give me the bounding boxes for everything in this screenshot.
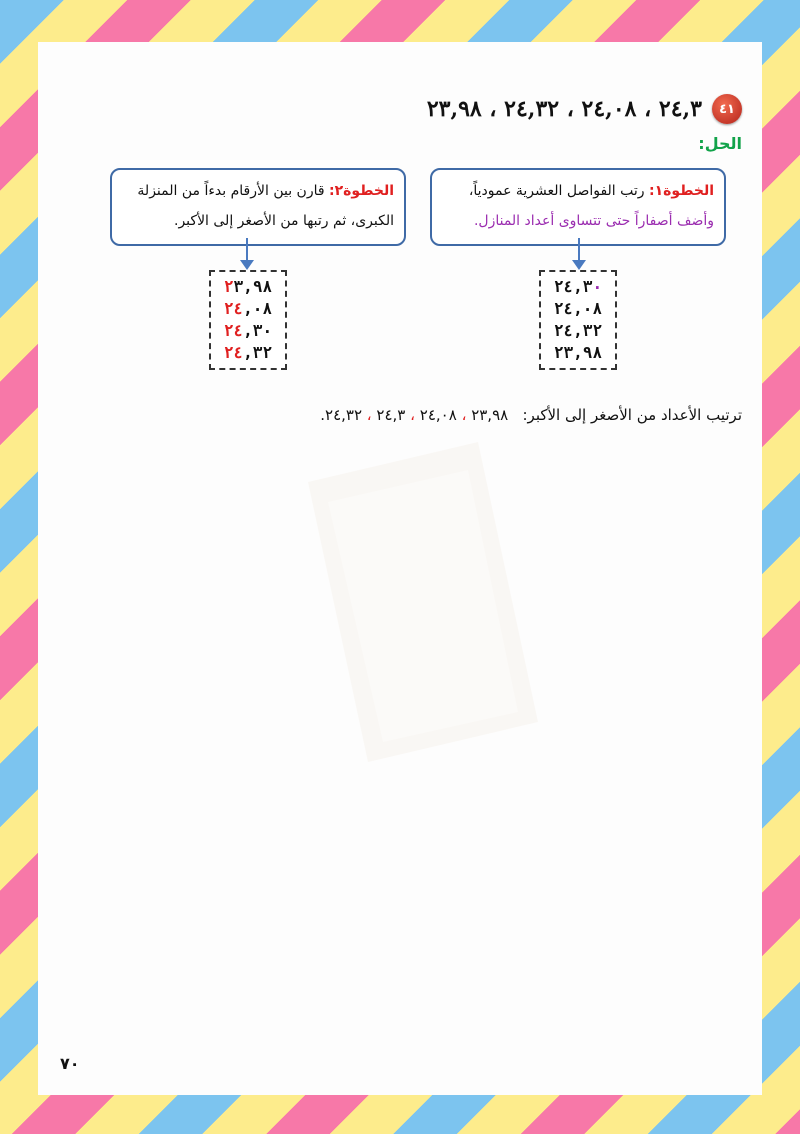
sorted-number-row: ٢٣,٩٨ [223,277,273,296]
result-end: . [320,406,326,424]
aligned-number-row: ٢٤,٣٢ [553,321,603,340]
result-value: ٢٣,٩٨ [471,406,509,424]
step2-title: الخطوة٢: [329,183,394,199]
aligned-number-row: ٢٣,٩٨ [553,343,603,362]
sorted-number-row: ٢٤,٠٨ [223,299,273,318]
result-separator: ، [410,406,415,424]
step1-down-arrow-icon [578,238,580,264]
solution-label: الحل: [698,134,742,153]
problem-number-badge: ٤١ [712,94,742,124]
step1-box [430,168,726,246]
page-number: ٧٠ [60,1054,80,1073]
result-value: ٢٤,٣ [376,406,406,424]
book-watermark-icon [268,422,568,782]
sorted-number-row: ٢٤,٣٢ [223,343,273,362]
step1-title: الخطوة١: [649,183,714,199]
aligned-numbers-box [539,270,617,370]
aligned-number-row: ٢٤,٠٨ [553,299,603,318]
result-label: ترتيب الأعداد من الأصغر إلى الأكبر: [522,406,742,424]
sorted-numbers-box [209,270,287,370]
compared-digit: ٢٤ [223,299,244,318]
added-zero: ٠ [592,277,603,296]
step2-box [110,168,406,246]
result-value: ٢٤,٣٢ [325,406,363,424]
sorted-number-row: ٢٤,٣٠ [223,321,273,340]
step1-line1: رتب الفواصل العشرية عمودياً، [468,183,645,199]
step1-line2: وأضف أصفاراً حتى تتساوى أعداد المنازل. [473,213,714,229]
step2-line2: الكبرى، ثم رتبها من الأصغر إلى الأكبر. [174,213,394,229]
aligned-number-row: ٢٤,٣٠ [553,277,603,296]
result-separator: ، [461,406,467,424]
step2-down-arrow-icon [246,238,248,264]
page-sheet [38,42,762,1095]
problem-line [427,94,742,124]
step2-line1: قارن بين الأرقام بدءاً من المنزلة [137,183,325,199]
compared-digit: ٢٤ [223,321,244,340]
result-separator: ، [366,406,372,424]
compared-digit: ٢٤ [223,343,244,362]
result-value: ٢٤,٠٨ [419,406,457,424]
ordering-result [320,406,742,424]
compared-digit: ٢ [223,277,234,296]
problem-numbers: ٢٤,٣ ، ٢٤,٠٨ ، ٢٤,٣٢ ، ٢٣,٩٨ [426,96,702,122]
